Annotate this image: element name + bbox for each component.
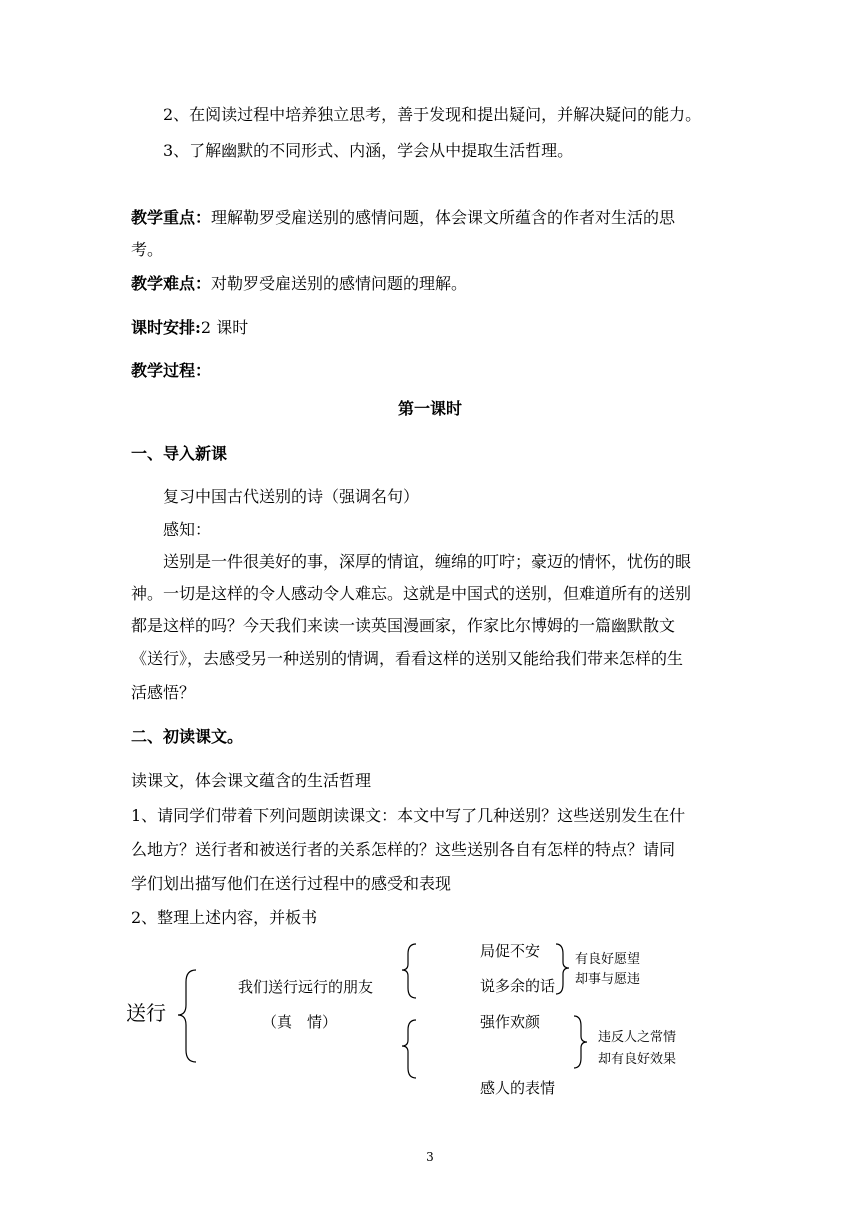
section2-heading: 二、初读课文。 [131, 727, 244, 746]
section1-para-line-4: 《送行》，去感受另一种送别的情调，看看这样的送别又能给我们带来怎样的生 [131, 649, 684, 668]
note2-brace [574, 1016, 587, 1068]
upper-brace [402, 944, 416, 998]
difficulty-text: 对勒罗受雇送别的感情问题的理解。 [211, 274, 468, 293]
section1-para-line-1: 送别是一件很美好的事，深厚的情谊，缠绵的叮咛；豪迈的情怀，忧伤的眼 [163, 552, 692, 571]
section1-para-line-5: 活感悟？ [131, 683, 196, 702]
board-leaf-1: 局促不安 [480, 942, 541, 960]
board-leaf-4: 感人的表情 [480, 1079, 556, 1097]
board-main-label: 送行 [126, 1001, 166, 1025]
schedule-text: 2 课时 [200, 318, 249, 337]
board-note-2-line-1: 违反人之常情 [598, 1030, 677, 1045]
page-number: 3 [426, 1150, 434, 1164]
section1-para-line-3: 都是这样的吗？今天我们来读一读英国漫画家，作家比尔博姆的一篇幽默散文 [131, 616, 676, 635]
section2-q2: 2、整理上述内容，并板书 [131, 908, 318, 927]
schedule-label: 课时安排: [131, 318, 201, 337]
process-label: 教学过程： [131, 361, 212, 380]
board-leaf-2: 说多余的话 [480, 977, 556, 995]
board-leaf-3: 强作欢颜 [480, 1013, 541, 1031]
section2-q1-line-1: 1、请同学们带着下列问题朗读课文：本文中写了几种送别？这些送别发生在什 [131, 806, 686, 825]
key-point-text: 理解勒罗受雇送别的感情问题，体会课文所蕴含的作者对生活的思 [211, 208, 676, 227]
lesson-title: 第一课时 [397, 399, 462, 418]
section2-q1-line-2: 么地方？送行者和被送行者的关系怎样的？这些送别各自有怎样的特点？请同 [131, 840, 676, 859]
section1-perceive: 感知： [163, 520, 212, 539]
board-branch-1: 我们送行远行的朋友 [238, 978, 374, 996]
goal-item-3: 3、了解幽默的不同形式、内涵，学会从中提取生活哲理。 [163, 141, 574, 160]
key-point-continued: 考。 [131, 240, 164, 259]
section2-q1-line-3: 学们划出描写他们在送行过程中的感受和表现 [131, 874, 452, 893]
section1-para-line-2: 神。一切是这样的令人感动令人难忘。这就是中国式的送别，但难道所有的送别 [131, 584, 692, 603]
lower-brace [402, 1020, 416, 1078]
section1-heading: 一、导入新课 [131, 444, 228, 463]
difficulty-label: 教学难点： [131, 274, 212, 293]
section1-review: 复习中国古代送别的诗（强调名句） [163, 487, 420, 506]
board-leaf-2-clip [480, 976, 559, 996]
board-note-1-line-2: 却事与愿违 [575, 972, 641, 987]
board-note-2-line-2: 却有良好效果 [598, 1052, 677, 1067]
main-brace [178, 970, 196, 1062]
section2-intro: 读课文，体会课文蕴含的生活哲理 [131, 771, 372, 790]
key-point-label: 教学重点： [131, 208, 212, 227]
goal-item-2: 2、在阅读过程中培养独立思考，善于发现和提出疑问，并解决疑问的能力。 [163, 105, 702, 124]
board-branch-1-note: （真 情） [262, 1013, 338, 1031]
board-note-1-line-1: 有良好愿望 [575, 952, 641, 967]
